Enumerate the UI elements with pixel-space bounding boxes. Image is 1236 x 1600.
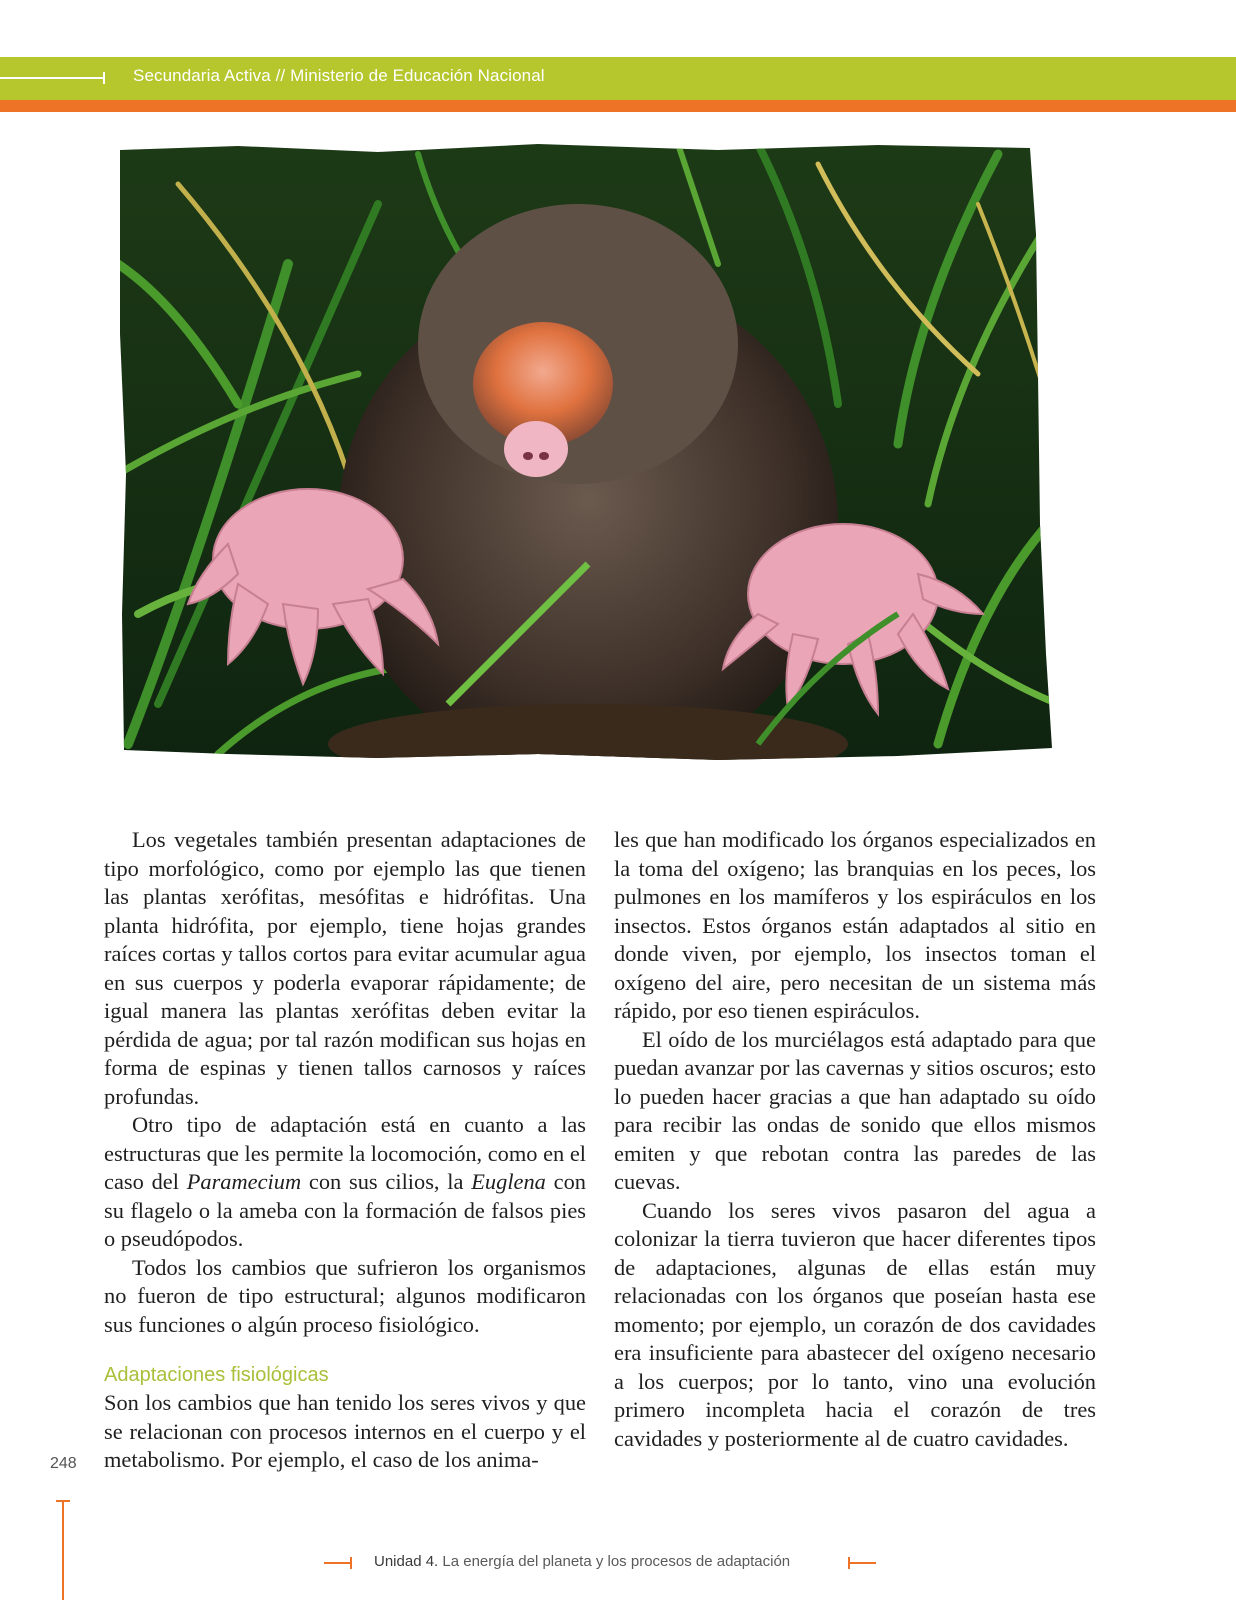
side-rule xyxy=(62,1500,64,1600)
paragraph-murcielagos: El oído de los murciélagos está adaptado para que puedan avanzar por las cavernas y sitios oscuros; esto lo pueden hacer gracias a que han adaptado su oído para recibir las ondas de sonido que ellos mismos emiten y que rebotan contra las paredes de las cuevas. xyxy=(614,1026,1096,1194)
text-span: con sus cilios, la xyxy=(301,1169,472,1194)
header-rule xyxy=(0,77,104,79)
mole-illustration xyxy=(118,144,1058,762)
paragraph-organos: les que han modificado los órganos especializados en la toma del oxígeno; las branquias en los peces, los pulmones en los mamíferos y los espiráculos en los insectos. Estos órganos están adaptados al sitio en donde viven, por ejemplo, los insectos toman el oxígeno del aire, pero necesitan de un sistema más rápido, por eso tienen espiráculos. xyxy=(614,827,1096,1023)
italic-term: Paramecium xyxy=(186,1169,302,1194)
header-title: Secundaria Activa // Ministerio de Educación Nacional xyxy=(133,66,545,85)
footer-rule-right xyxy=(850,1562,876,1564)
section-heading: Adaptaciones fisiológicas xyxy=(104,1364,329,1386)
footer-rule-left xyxy=(324,1562,350,1564)
italic-term: Euglena xyxy=(471,1169,546,1194)
paragraph-fisiologicas: Son los cambios que han tenido los seres vivos y que se relacionan con procesos internos en el cuerpo y el metabolismo. Por ejemplo, el caso de los anima- xyxy=(104,1390,586,1472)
paragraph-vegetales: Los vegetales también presentan adaptaciones de tipo morfológico, como por ejemplo las que tienen las plantas xerófitas, mesófitas e hidrófitas. Una planta hidrófita, por ejemplo, tiene hojas grandes raíces cortas y tallos cortos para evitar acumular agua en sus cuerpos y poderla evaporar rápidamente; de igual manera las plantas xerófitas deben evitar la pérdida de agua; por tal razón modifican sus hojas en forma de espinas y tienen tallos carnosos y raíces profundas. xyxy=(104,827,586,1109)
right-column xyxy=(614,826,1096,1453)
text-span: Otro tipo de adaptación está en cuanto a las estructuras que les permite la locomoción, como en el caso del xyxy=(104,1112,586,1194)
text-span: con su flagelo o la ameba con la formación de falsos pies o pseudópodos. xyxy=(104,1169,586,1251)
footer-tick-left xyxy=(350,1557,352,1569)
mole-photo xyxy=(118,144,1058,762)
footer-unit: Unidad 4. xyxy=(374,1553,439,1570)
page-number: 248 xyxy=(50,1455,77,1472)
paragraph-corazon: Cuando los seres vivos pasaron del agua a colonizar la tierra tuvieron que hacer diferentes tipos de adaptaciones, algunas de ellas están muy relacionadas con los órganos que poseían hasta ese momento; por ejemplo, un corazón de dos cavidades era insuficiente para abastecer del oxígeno necesario a los cuerpos; por lo tanto, vino una evolución primero incompleta hacia el corazón de tres cavidades y posteriormente al de cuatro cavidades. xyxy=(614,1197,1096,1451)
paragraph-cambios: Todos los cambios que sufrieron los organismos no fueron de tipo estructural; algunos modificaron sus funciones o algún proceso fisiológico. xyxy=(104,1254,586,1337)
paragraph-locomocion xyxy=(104,1111,586,1254)
footer-text xyxy=(374,1553,790,1570)
footer xyxy=(320,1552,880,1576)
header-orange-stripe xyxy=(0,100,1236,112)
left-column xyxy=(104,826,586,1475)
footer-title: La energía del planeta y los procesos de adaptación xyxy=(438,1553,791,1570)
header-rule-tick xyxy=(103,72,105,84)
